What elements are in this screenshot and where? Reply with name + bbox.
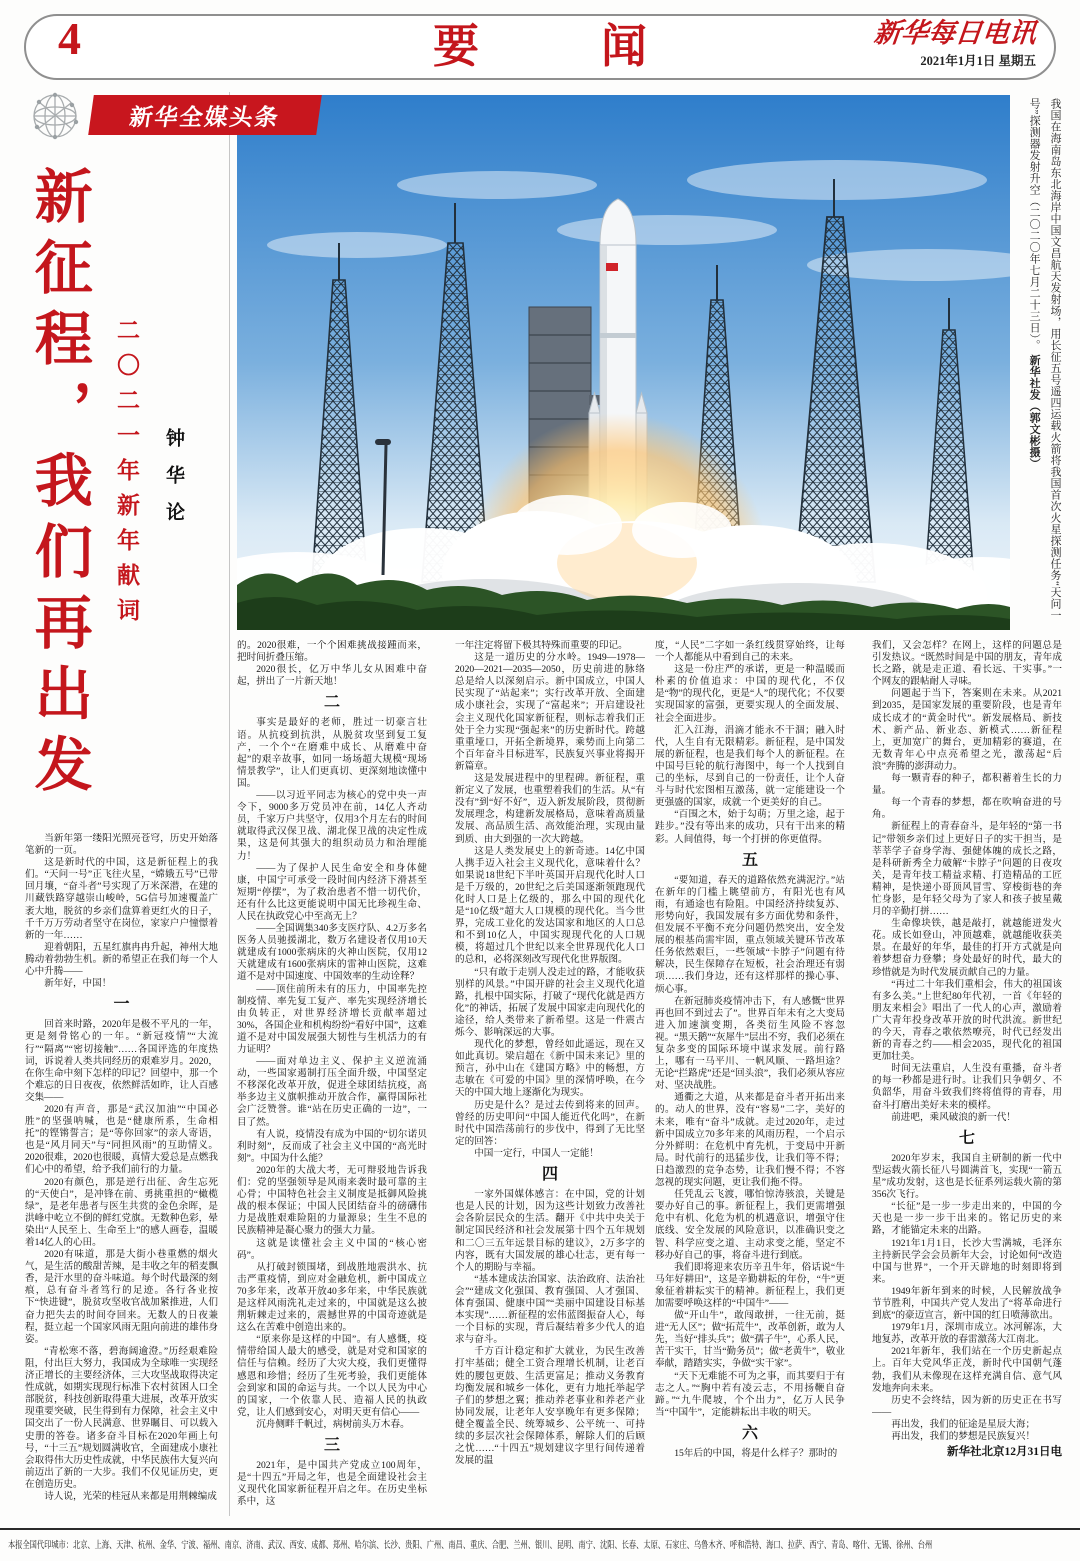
badge-label: 新华全媒头条 [127, 103, 282, 130]
paragraph: 历史不会终结，因为新的历史正在书写—— [872, 1394, 1062, 1418]
headline-badge [25, 90, 315, 142]
paragraph: 有人说，疫情没有成为中国的“切尔诺贝利时刻”，反而成了社会主义中国的“高光时刻”。中国为什么能？ [237, 1128, 427, 1164]
lead-headline: 新征程，我们再出发 [25, 166, 91, 805]
dateline: 新华社北京12月31日电 [947, 1446, 1062, 1459]
paragraph: 2020年岁末，我国自主研制的新一代中型运载火箭长征八号圆满首飞，实现“一箭五星”成功发射，这也是长征系列运载火箭的第356次飞行。 [872, 1152, 1062, 1201]
paragraph: “基本建成法治国家、法治政府、法治社会”“建成文化强国、教育强国、人才强国、体育强国、健康中国”“美丽中国建设目标基本实现”……新征程的宏伟蓝图振奋人心，每一个目标的实现，背后凝结着多少代人的追求与奋斗。 [455, 1273, 645, 1346]
section-number: 一 [113, 996, 130, 1014]
paragraph: “原来你是这样的中国”。有人感慨，疫情带给国人最大的感受，就是对党和国家的信任与信赖。经历了大灾大疫，我们更懂得感恩和珍惜；经历了生死考验，我们更能体会到家和国的命运与共。一个以人民为中心的国家，一个依靠人民、造福人民的执政党，让人们感到安心，对明天更有信心—— [237, 1334, 427, 1418]
paragraph: ——面对单边主义、保护主义逆流涌动，一些国家遏制打压全面升级，中国坚定不移深化改革开放，促进全球团结抗疫，高举多边主义旗帜推动开放合作，赢得国际社会广泛赞誉。谁“站在历史正确的一边”，一目了然。 [237, 1056, 427, 1128]
paragraph: 2020有颜色，那是逆行出征、舍生忘死的“天使白”，是冲锋在前、勇挑重担的“橄榄绿”，是老年患者与医生共赏的金色余晖，是洪峰中屹立不倒的鲜红党旗。无数种色彩，晕染出“人民至上、生命至上”的感人画卷，温暖着14亿人的心田。 [25, 1176, 218, 1248]
section-number: 六 [741, 1424, 758, 1442]
paragraph: 每一个青春的梦想，都在吹响奋进的号角。 [872, 797, 1062, 821]
paragraph: 这是一份庄严的承诺，更是一种温暖而朴素的价值追求：中国的现代化，不仅是“物”的现代化，更是“人”的现代化；不仅要实现国家的富强，更要实现人的全面发展、社会全面进步。 [655, 664, 845, 724]
paragraph: 迎着朝阳，五星红旗冉冉升起，神州大地腾动着勃勃生机。新的希望正在我们每一个人心中升腾—— [25, 941, 218, 978]
paragraph: 当新年第一缕阳光照亮苍穹，历史开始落笔新的一页。 [25, 833, 218, 857]
article-column-1 [25, 833, 218, 1521]
badge-ribbon [88, 95, 322, 135]
article-column-2 [237, 640, 427, 1518]
paragraph: 历史是什么？是过去传到将来的回声。曾经的历史叩问“中国人能近代化吗”，在新时代中国浩荡前行的步伐中，得到了无比坚定的回答： [455, 1099, 645, 1147]
paragraph: 2020年的大战大考，无可辩驳地告诉我们：党的坚强领导是风雨来袭时最可靠的主心骨；中国特色社会主义制度是抵御风险挑战的根本保证；中国人民团结奋斗的磅礴伟力是战胜艰难险阻的力量源泉；生生不息的民族精神是凝心聚力的强大力量。 [237, 1164, 427, 1237]
paragraph: 这就是读懂社会主义中国的“核心密码”。 [237, 1237, 427, 1261]
paragraph: 事实是最好的老师，胜过一切豪言壮语。从抗疫到抗洪，从脱贫攻坚到复工复产，一个个“在磨难中成长、从磨难中奋起”的艰辛故事，如同一场场超大规模“现场情景教学”，让人们更真切、更深刻地读懂中国。 [237, 717, 427, 789]
paragraph: “长征”是一步一步走出来的，中国的今天也是一步一步干出来的。铭记历史的来路，才能锚定未来的出路。 [872, 1201, 1062, 1237]
paragraph: 我们，又会怎样？在网上，这样的问题总是引发热议。“既然时间是中国的朋友，青年成长之路，就是走正道、看长远、干实事。”一个网友的跟帖耐人寻味。 [872, 640, 1062, 688]
paragraph: 2021年，是中国共产党成立100周年，是“十四五”开局之年，也是全面建设社会主义现代化国家新征程开启之年。在历史坐标系中，这 [237, 1460, 427, 1508]
paragraph: 的。2020很难，一个个困难挑战接踵而来，把时间折叠压缩。 [237, 640, 427, 664]
paragraph: 2021年新年，我们站在一个历史新起点上。百年大党风华正茂，新时代中国朝气蓬勃，我们从未像现在这样充满自信、意气风发地奔向未来。 [872, 1346, 1062, 1394]
paragraph: 1949年新年到来的时候，人民解放战争节节胜利，中国共产党人发出了“将革命进行到底”的豪迈宣言，新中国的红日喷薄欲出。 [872, 1285, 1062, 1322]
paragraph: 新征程上的青春奋斗，是年轻的“第一书记”带领乡亲们过上更好日子的实干担当，是莘莘学子奋身学海、强健体魄的成长之路，是科研新秀全力破解“卡脖子”问题的日夜攻关，是青年技工精益求精、打造精品的工匠精神，是快递小哥顶风冒雪、穿梭街巷的奔忙身影，是年轻父母为了家人和孩子披星戴月的辛勤打拼…… [872, 821, 1062, 918]
paragraph: 中国一定行，中国人一定能！ [474, 1147, 599, 1159]
paragraph: 做“开山牛”，敢闯敢拼，一往无前，挺进“无人区”；做“拓荒牛”，改革创新，敢为人先，当好“排头兵”；做“孺子牛”，心系人民，苦干实干，甘当“勤务员”；做“老黄牛”，敬业奉献，踏踏实实，争做“实干家”。 [655, 1310, 845, 1370]
issue-date: 2021年1月1日 星期五 [920, 54, 1036, 68]
column-divider [229, 92, 230, 1516]
paragraph: 时间无法重启，人生没有重播，奋斗者的每一秒都是进行时。让我们只争朝夕、不负韶华，用奋斗致我们终将值得的青春，用奋斗打磨出美好未来的模样。 [872, 1063, 1062, 1111]
paragraph: 在新冠肺炎疫情冲击下，有人感慨“世界再也回不到过去了”。世界百年未有之大变局进入加速演变期，各类衍生风险不容忽视。“黑天鹅”“灰犀牛”层出不穷，我们必须在复杂多变的国际环境中谋求发展。前行路上，哪有一马平川、一帆风顺、一路坦途？无论“拦路虎”还是“回头浪”，我们必须从容应对、坚决战胜。 [655, 995, 845, 1092]
masthead [874, 20, 1036, 69]
article-column-5 [872, 640, 1062, 1518]
paragraph: “要知道，春天的道路依然充满泥泞。”站在新年的门槛上眺望前方，有阳光也有风雨，有通途也有险阻。中国经济持续复苏、形势向好，我国发展有多方面优势和条件，但发展不平衡不充分问题仍然突出，安全发展的根基尚需牢固，重点领域关键环节改革任务依然艰巨，一些领域“卡脖子”问题有待解决，民生保障存在短板，社会治理还有弱项……我们身边，还有这样那样的操心事、烦心事。 [655, 874, 845, 995]
masthead-logo: 新华每日电讯 [872, 18, 1038, 48]
paragraph: 千方百计稳定和扩大就业，为民生改善打牢基础；健全工资合理增长机制，让老百姓的腰包更鼓、生活更富足；推动义务教育均衡发展和城乡一体化，更有力地托举起学子们的梦想之翼；推动养老事业和养老产业协同发展，让老年人安享晚年有更多保障；健全覆盖全民、统筹城乡、公平统一、可持续的多层次社会保障体系，解除人们的后顾之忧……“十四五”规划建议字里行间传递着发展的温 [455, 1346, 645, 1467]
paragraph: 诗人说，光荣的桂冠从来都是用荆棘编成 [44, 1490, 217, 1502]
paragraph: 再出发，我们的征途是星辰大海； [891, 1418, 1036, 1430]
paragraph: 我们即将迎来农历辛丑牛年，俗话说“牛马年好耕田”，这是辛勤耕耘的年份，“牛”更象征着耕耘实干的精神。新征程上，我们更加需要呼唤这样的“中国牛”—— [655, 1261, 845, 1309]
paragraph: 2020有声音，那是“武汉加油”“中国必胜”的坚强呐喊，也是“健康所系，生命相托”的铿锵誓言；是“等你回家”的亲人寄语，也是“风月同天”与“同担风雨”的互助情义。2020很难，2020也很暖，真情大爱总是点燃我们心中的希望，给予我们前行的力量。 [25, 1103, 218, 1176]
article-column-4 [655, 640, 845, 1518]
paragraph: 2020有味道，那是大街小巷重燃的烟火气，是生活的酸甜苦辣，是丰收之年的稻麦飘香，是汗水里的奋斗味道。每个时代最深的刻痕，总有奋斗者笃行的足迹。各行各业按下“快进键”，脱贫攻坚收官战加紧推进，人们奋力把失去的时间夺回来。无数人的日夜兼程，挺立起一个国家风雨无阻向前进的雄伟身姿。 [25, 1249, 218, 1345]
section-title: 要 闻 [433, 21, 685, 72]
paragraph: 这是新时代的中国，这是新征程上的我们。“天问一号”正飞往火星，“嫦娥五号”已带回月壤，“奋斗者”号实现了万米深潜，在建的川藏铁路穿越崇山峻岭，5G信号加速覆盖广袤大地，脱贫的乡亲们盘算着更红火的日子，千千万万劳动者坚守在岗位，家家户户憧憬着新的一年…… [25, 857, 218, 941]
section-number: 二 [323, 694, 340, 712]
paragraph: “青松寒不落，碧海阔逾澄。”历经艰难险阻，付出巨大努力，我国成为全球唯一实现经济正增长的主要经济体，三大攻坚战取得决定性成就，如期实现现行标准下农村贫困人口全部脱贫，科技创新取得重大进展，改革开放实现重要突破，民生得到有力保障，社会主义中国交出了一份人民满意、世界瞩目、可以载入史册的答卷。诸多奋斗目标在2020年画上句号，“十三五”规划圆满收官，全面建成小康社会取得伟大历史性成就，中华民族伟大复兴向前迈出了新的一大步。我们不仅见证历史，更在创造历史。 [25, 1345, 218, 1490]
footer-rule [0, 1528, 1080, 1530]
section-number: 四 [541, 1166, 558, 1184]
paragraph: 回首来时路，2020年是极不平凡的一年，更是刻骨铭心的一年。“新冠疫情”“大流行”“隔离”“密切接触”……各国评选的年度热词，诉说着人类共同经历的艰难岁月。2020，在你生命中刻下怎样的印记？回望中，那一个个难忘的日日夜夜，依然鲜活如昨，让人百感交集—— [25, 1019, 218, 1103]
paragraph: 前进吧，乘风破浪的新一代！ [891, 1111, 1016, 1123]
page-number: 4 [58, 13, 81, 64]
photo-caption-text: 我国在海南岛东北海岸中国文昌航天发射场，用长征五号遥四运载火箭将我国首次火星探测任务“天问一号”探测器发射升空（二〇二〇年七月二十三日）。 [1028, 98, 1061, 621]
paragraph: 通衢之大道，从来都是奋斗者开拓出来的。动人的世界，没有“容易”二字，美好的未来，唯有“奋斗”成就。走过2020年，走过新中国成立70多年来的风雨历程，一个启示分外鲜明：在危机中育先机，于变局中开新局。时代前行的迅猛步伐，让我们等不得；日趋激烈的竞争态势，让我们慢不得；不容忽视的现实问题，更让我们拖不得。 [655, 1092, 845, 1189]
paragraph: ——顶住前所未有的压力，中国率先控制疫情、率先复工复产、率先实现经济增长由负转正，对世界经济增长贡献率超过30%，各国企业和机构纷纷“看好中国”，这难道不是对中国发展强大韧性与生机活力的有力证明？ [237, 983, 427, 1055]
paragraph: 这是人类发展史上的新奇迹。14亿中国人携手迈入社会主义现代化，意味着什么？如果说18世纪下半叶英国开启现代化时人口是千万级的，20世纪之后美国逐渐领跑现代化时人口是上亿级的，那么中国的现代化是“10亿级”超大人口规模的现代化。当今世界，完成工业化的发达国家和地区的人口总和不到10亿人，中国实现现代化的人口规模，将超过几个世纪以来全世界现代化人口的总和，必将深刻改写现代化世界版图。 [455, 845, 645, 966]
lead-author: 钟华论 [163, 428, 184, 539]
paragraph: ——为了保护人民生命安全和身体健康，中国宁可承受一段时间内经济下滑甚至短期“停摆”，为了救治患者不惜一切代价，还有什么比这更能说明中国无比珍视生命、人民在执政党心中至高无上？ [237, 862, 427, 922]
paragraph: 再出发，我们的梦想是民族复兴！ [891, 1431, 1036, 1442]
rocket-launch-illustration [237, 95, 1010, 630]
paragraph: 每一颗青春的种子，都积蓄着生长的力量。 [872, 773, 1062, 797]
paragraph: 生命像块铁，越是敲打，就越能迸发火花。成长如登山，冲顶越难，就越能收获美景。在最好的年华，最佳的打开方式就是向着梦想奋力登攀；身处最好的时代，最大的珍惜就是为时代发展贡献自己的力量。 [872, 918, 1062, 978]
paragraph: 1979年1月，深圳市成立。冰河解冻，大地复苏，改革开放的春雷激荡大江南北。 [872, 1322, 1062, 1346]
photo-caption [1013, 98, 1065, 630]
paragraph: 新年好，中国！ [44, 978, 112, 990]
paragraph: “百围之木，始于勾萌；万里之途，起于跬步。”没有等出来的成功，只有干出来的精彩。人间值得，每一个打拼的你更值得。 [655, 809, 845, 845]
paragraph: 1921年1月1日，长沙大雪满城，毛泽东主持新民学会会员新年大会，讨论如何“改造中国与世界”，一个开天辟地的时刻即将到来。 [872, 1237, 1062, 1285]
section-number: 七 [958, 1129, 975, 1147]
paragraph: 汇入江海，涓滴才能永不干涸；融入时代，人生自有无限精彩。新征程，是中国发展的新征程，也是我们每个人的新征程。在中国号巨轮的航行海图中，每一个人找到自己的坐标，尽到自己的一份责任，让个人奋斗与时代宏图相互激荡，就一定能建设一个更强盛的国家，成就一个更美好的自己。 [655, 724, 845, 809]
paragraph: 沉舟侧畔千帆过，病树前头万木春。 [256, 1418, 410, 1430]
article-column-3 [455, 640, 645, 1518]
paragraph: “天下无难能不可为之事，而其要归于有志之人。”“胸中若有凌云志，不用扬鞭自奋蹄。”“九牛爬坡，个个出力”，亿万人民争当“中国牛”，定能耕耘出丰收的明天。 [655, 1370, 845, 1418]
paragraph: 这是发展进程中的里程碑。新征程，重新定义了发展，也重塑着我们的生活。从“有没有”到“好不好”，迈入新发展阶段，贯彻新发展理念，构建新发展格局，意味着高质量发展、高品质生活、高效能治理，实现由量到质、由大到强的一次大跨越。 [455, 773, 645, 845]
paragraph: ——以习近平同志为核心的党中央一声令下，9000多万党员冲在前，14亿人齐动员，千家万户共坚守，仅用3个月左右的时间就取得武汉保卫战、湖北保卫战的决定性成果，这是何其强大的组织动员力和治理能力！ [237, 790, 427, 862]
paragraph: 一家外国媒体感言：在中国，党的计划也是人民的计划，因为这些计划致力改善社会各阶层民众的生活。翻开《中共中央关于制定国民经济和社会发展第十四个五年规划和二〇三五年远景目标的建议》，2万多字的内容，既有大国发展的雄心壮志，更有每一个人的期盼与幸福。 [455, 1189, 645, 1273]
paragraph: 问题起于当下，答案则在未来。从2021到2035，是国家发展的重要阶段，也是青年成长成才的“黄金时代”。新发展格局、新技术、新产品、新业态、新模式……新征程上，更加宽广的舞台，更加精彩的赛道，在无数青年心中点亮希望之光，激荡起“后浪”奔腾的澎湃动力。 [872, 688, 1062, 772]
section-number: 五 [741, 851, 758, 869]
lead-subtitle: 二〇二一年新年献词 [114, 318, 139, 633]
print-cities: 本报全国代印城市：北京、上海、天津、杭州、金华、宁波、福州、南京、济南、武汉、西安、成都、郑州、哈尔滨、长沙、贵阳、广州、南昌、重庆、合肥、兰州、银川、昆明、南宁、沈阳、长春、太原、石家庄、乌鲁木齐、呼和浩特、海口、拉萨、西宁、青岛、喀什、无锡、徐州、台州 [8, 1540, 933, 1551]
rocket-launch-photo [237, 95, 1010, 630]
paragraph: 度，“人民”二字如一条红线贯穿始终，让每一个人都能从中看到自己的未来。 [655, 640, 845, 664]
paragraph: 这是一道历史的分水岭。1949—1978—2020—2021—2035—2050，历史前进的脉络总是给人以深刻启示。新中国成立，中国人民实现了“站起来”；实行改革开放、全面建成小康社会，实现了“富起来”；开启建设社会主义现代化国家新征程，则标志着我们正处于全力实现“强起来”的历史新时代。跨越重重垭口，开拓全新境界，乘势而上向第二个百年奋斗目标进军，民族复兴事业将揭开新篇章。 [455, 652, 645, 772]
paragraph: “只有敢于走别人没走过的路，才能收获别样的风景。”中国开辟的社会主义现代化道路，扎根中国实际，打破了“现代化就是西方化”的神话，拓展了发展中国家走向现代化的途径，给人类带来了新希望。这是一件震古烁今、影响深远的大事。 [455, 966, 645, 1038]
paragraph: 从打破封锁围堵，到战胜地震洪水、抗击严重疫情，到应对金融危机，新中国成立70多年来，改革开放40多年来，中华民族就是这样风雨洗礼走过来的，中国就是这么披荆斩棘走过来的，震撼世界的中国奇迹就是这么在苦难中创造出来的。 [237, 1261, 427, 1334]
paragraph: 15年后的中国，将是什么样子？那时的 [674, 1448, 838, 1459]
section-number: 三 [323, 1437, 340, 1454]
paragraph: 一年注定将留下极其特殊而重要的印记。 [455, 640, 628, 651]
paragraph: 2020很长，亿万中华儿女从困难中奋起，拼出了一片新天地！ [237, 664, 427, 688]
paragraph: 现代化的梦想，曾经如此遥远，现在又如此真切。梁启超在《新中国未来记》里的预言，孙中山在《建国方略》中的畅想，方志敏在《可爱的中国》里的深情呼唤，在今天的中国大地上逐渐化为现实。 [455, 1039, 645, 1099]
paragraph: 任凭乱云飞渡，哪怕惊涛骇浪，关键是要办好自己的事。新征程上，我们更需增强危中有机、化危为机的机遇意识，增强守住底线、安全发展的风险意识，以准确识变之智、科学应变之道、主动求变之能，坚定不移办好自己的事，将奋斗进行到底。 [655, 1189, 845, 1261]
photo-credit: 新华社发（郭文彬摄） [1028, 354, 1041, 470]
paragraph: ——全国调集340多支医疗队、4.2万多名医务人员驰援湖北，数万名建设者仅用10天就建成有1000张病床的火神山医院，仅用12天就建成有1600张病床的雷神山医院，这难道不是对中国速度、中国效率的生动诠释？ [237, 923, 427, 983]
paragraph: “再过二十年我们重相会，伟大的祖国该有多么美。”上世纪80年代初，一首《年轻的朋友来相会》唱出了一代人的心声，激励着广大青年投身改革开放的时代洪流。新世纪的今天，青春之歌依然嘹亮，时代已经发出新的青春之约——相会2035，现代化的祖国更加壮美。 [872, 978, 1062, 1063]
